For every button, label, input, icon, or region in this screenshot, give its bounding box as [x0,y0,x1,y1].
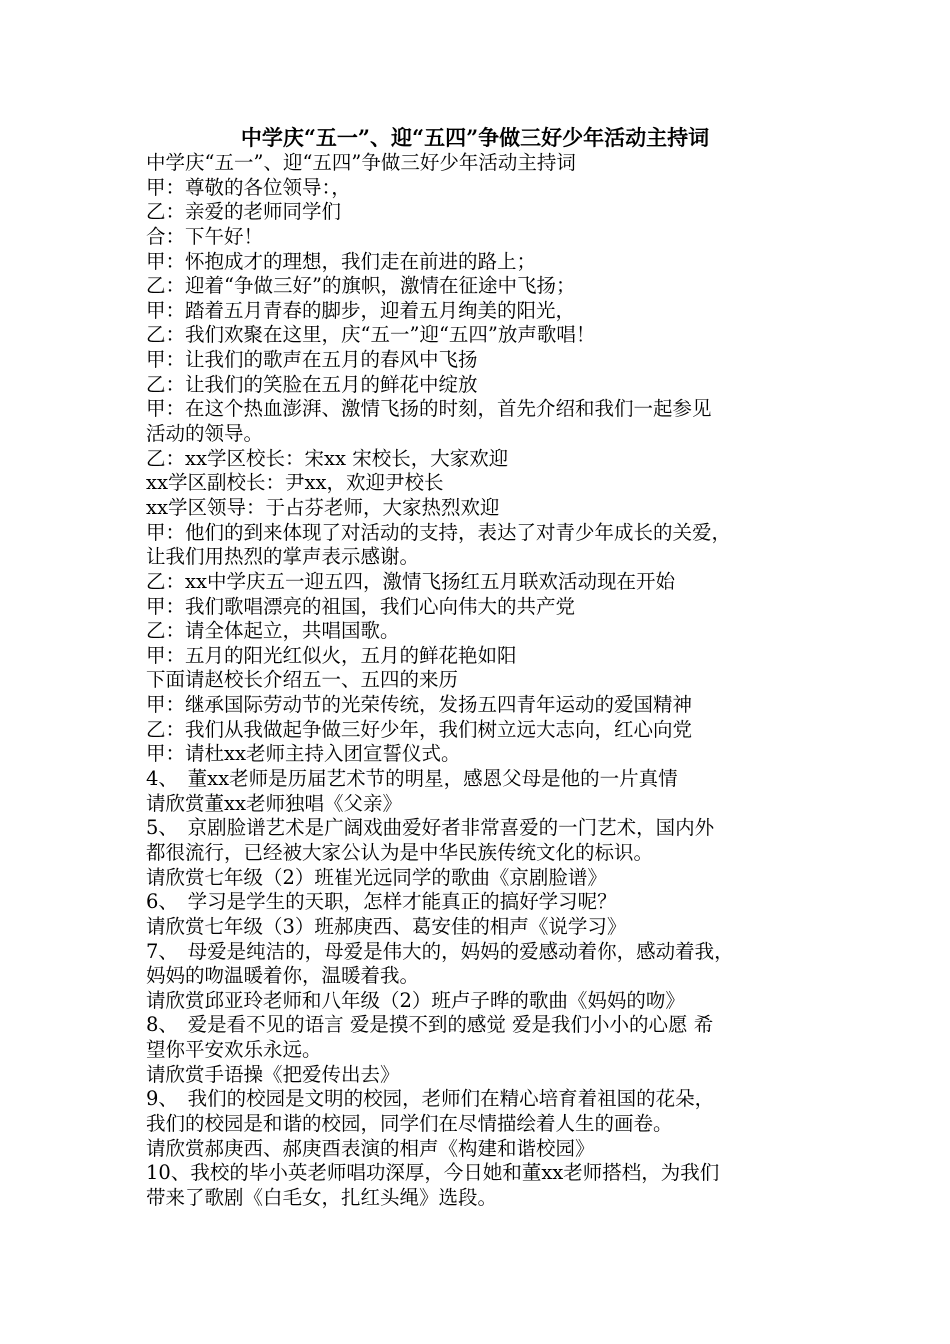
text-line: 甲：尊敬的各位领导：， [146,175,351,199]
text-line: 乙：请全体起立，共唱国歌。 [146,619,400,643]
text-line: xx学区副校长：尹xx，欢迎尹校长 [146,471,444,495]
text-line: 请欣赏七年级（3）班郝庚西、葛安佳的相声《说学习》 [146,914,627,938]
text-line: 都很流行，已经被大家公认为是中华民族传统文化的标识。 [146,840,654,864]
text-line: 合：下午好！ [146,224,264,248]
text-line: 请欣赏七年级（2）班崔光远同学的歌曲《京剧脸谱》 [146,865,607,889]
text-line: 4、 董xx老师是历届艺术节的明星，感恩父母是他的一片真情 [146,767,678,791]
document-body [146,151,806,1211]
text-line: 8、 爱是看不见的语言 爱是摸不到的感觉 爱是我们小小的心愿 希 [146,1013,714,1037]
text-line: 甲：我们歌唱漂亮的祖国，我们心向伟大的共产党 [146,594,576,618]
text-line: 7、 母爱是纯洁的，母爱是伟大的，妈妈的爱感动着你，感动着我， [146,939,734,963]
text-line: 乙：迎着“争做三好”的旗帜，激情在征途中飞扬； [146,274,576,298]
text-line: 乙：xx学区校长：宋xx 宋校长，大家欢迎 [146,446,509,470]
text-line: 乙：亲爱的老师同学们 [146,200,342,224]
text-line: 6、 学习是学生的天职，怎样才能真正的搞好学习呢？ [146,890,617,914]
text-line: 下面请赵校长介绍五一、五四的来历 [146,668,459,692]
text-line: 请欣赏郝庚西、郝庚酉表演的相声《构建和谐校园》 [146,1136,595,1160]
text-line: 甲：在这个热血澎湃、激情飞扬的时刻，首先介绍和我们一起参见 [146,397,712,421]
text-line: 甲：五月的阳光红似火，五月的鲜花艳如阳 [146,643,517,667]
text-line: xx学区领导：于占芬老师，大家热烈欢迎 [146,495,500,519]
text-line: 5、 京剧脸谱艺术是广阔戏曲爱好者非常喜爱的一门艺术，国内外 [146,816,715,840]
text-line: 请欣赏手语操《把爱传出去》 [146,1062,400,1086]
text-line: 乙：我们欢聚在这里，庆“五一”迎“五四”放声歌唱！ [146,323,596,347]
text-line: 我们的校园是和谐的校园，同学们在尽情描绘着人生的画卷。 [146,1111,673,1135]
text-line: 乙：xx中学庆五一迎五四，激情飞扬红五月联欢活动现在开始 [146,569,675,593]
text-line: 请欣赏董xx老师独唱《父亲》 [146,791,402,815]
text-line: 10、我校的毕小英老师唱功深厚，今日她和董xx老师搭档，为我们 [146,1161,720,1185]
text-line: 活动的领导。 [146,422,264,446]
text-line: 甲：继承国际劳动节的光荣传统，发扬五四青年运动的爱国精神 [146,693,693,717]
text-line: 中学庆“五一”、迎“五四”争做三好少年活动主持词 [146,151,576,174]
text-line: 甲：他们的到来体现了对活动的支持，表达了对青少年成长的关爱， [146,520,732,544]
text-line: 乙：让我们的笑脸在五月的鲜花中绽放 [146,372,478,396]
text-line: 甲：怀抱成才的理想，我们走在前进的路上； [146,249,537,273]
document-title: 中学庆“五一”、迎“五四”争做三好少年活动主持词 [240,125,710,150]
text-line: 甲：踏着五月青春的脚步，迎着五月绚美的阳光， [146,298,576,322]
text-line: 请欣赏邱亚玲老师和八年级（2）班卢子晔的歌曲《妈妈的吻》 [146,988,685,1012]
text-line: 望你平安欢乐永远。 [146,1038,322,1062]
text-line: 9、 我们的校园是文明的校园，老师们在精心培育着祖国的花朵， [146,1087,715,1111]
text-line: 让我们用热烈的掌声表示感谢。 [146,545,420,569]
text-line: 乙：我们从我做起争做三好少年，我们树立远大志向，红心向党 [146,717,693,741]
text-line: 带来了歌剧《白毛女，扎红头绳》选段。 [146,1185,498,1209]
text-line: 妈妈的吻温暖着你，温暖着我。 [146,964,420,988]
text-line: 甲：让我们的歌声在五月的春风中飞扬 [146,348,478,372]
text-line: 甲：请杜xx老师主持入团宣誓仪式。 [146,742,461,766]
